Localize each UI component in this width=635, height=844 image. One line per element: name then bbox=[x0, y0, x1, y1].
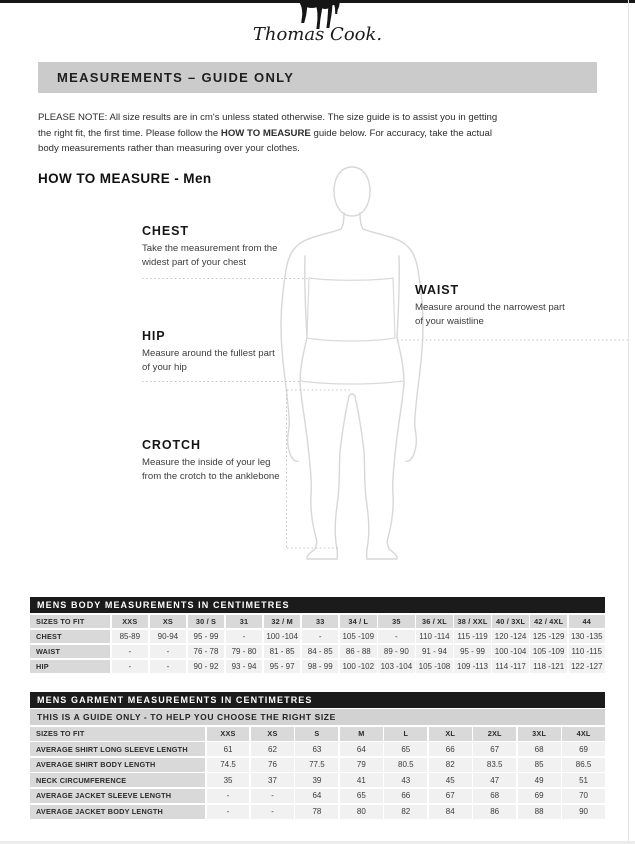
chest-description: Take the measurement from the widest part of your chest bbox=[142, 243, 278, 268]
size-column-header: XS bbox=[251, 727, 294, 741]
cell-value: 86 bbox=[473, 805, 516, 819]
hip-section bbox=[142, 329, 278, 374]
cell-value: 77.5 bbox=[295, 758, 338, 772]
size-column-header: XS bbox=[150, 615, 186, 629]
body-table-grid bbox=[30, 615, 605, 674]
cell-value: - bbox=[207, 789, 250, 803]
cell-value: 80.5 bbox=[384, 758, 427, 772]
row-label: NECK CIRCUMFERENCE bbox=[30, 773, 205, 787]
crotch-description: Measure the inside of your leg from the crotch to the anklebone bbox=[142, 457, 280, 482]
cell-value: 85-89 bbox=[112, 630, 148, 644]
cell-value: 65 bbox=[340, 789, 383, 803]
cell-value: 64 bbox=[340, 742, 383, 756]
crotch-label: CROTCH bbox=[142, 438, 201, 452]
row-label: AVERAGE JACKET BODY LENGTH bbox=[30, 805, 205, 819]
note-line: PLEASE NOTE: All size results are in cm's unless stated otherwise. The size guide is to assist you in getting bbox=[38, 112, 498, 123]
cell-value: 100 -104 bbox=[264, 630, 300, 644]
cell-value: 39 bbox=[295, 773, 338, 787]
cell-value: 105 -109 bbox=[530, 645, 566, 659]
cell-value: 74.5 bbox=[207, 758, 250, 772]
chest-label: CHEST bbox=[142, 224, 189, 238]
cell-value: 67 bbox=[429, 789, 472, 803]
cell-value: - bbox=[207, 805, 250, 819]
size-column-header: 32 / M bbox=[264, 615, 300, 629]
cell-value: 130 -135 bbox=[569, 630, 605, 644]
hip-description: Measure around the fullest part of your hip bbox=[142, 348, 275, 373]
mens-garment-measurements-table bbox=[30, 692, 605, 819]
size-column-header: 33 bbox=[302, 615, 338, 629]
sizes-to-fit-header: SIZES TO FIT bbox=[30, 727, 205, 741]
size-column-header: XXS bbox=[207, 727, 250, 741]
cell-value: 84 - 85 bbox=[302, 645, 338, 659]
cell-value: - bbox=[378, 630, 414, 644]
cell-value: 66 bbox=[384, 789, 427, 803]
note-line: body measurements rather than measuring over your clothes. bbox=[38, 143, 300, 154]
row-label: CHEST bbox=[30, 630, 110, 644]
cell-value: 45 bbox=[429, 773, 472, 787]
cell-value: 63 bbox=[295, 742, 338, 756]
cell-value: 49 bbox=[518, 773, 561, 787]
cell-value: 62 bbox=[251, 742, 294, 756]
cell-value: 51 bbox=[562, 773, 605, 787]
sizes-to-fit-header: SIZES TO FIT bbox=[30, 615, 110, 629]
cell-value: 79 - 80 bbox=[226, 645, 262, 659]
cell-value: 81 - 85 bbox=[264, 645, 300, 659]
cell-value: 95 - 97 bbox=[264, 660, 300, 674]
cell-value: - bbox=[112, 660, 148, 674]
cell-value: 91 - 94 bbox=[416, 645, 452, 659]
cell-value: 76 - 78 bbox=[188, 645, 224, 659]
size-column-header: XL bbox=[429, 727, 472, 741]
crotch-section bbox=[142, 438, 288, 483]
cell-value: 90 - 92 bbox=[188, 660, 224, 674]
row-label: AVERAGE SHIRT LONG SLEEVE LENGTH bbox=[30, 742, 205, 756]
cell-value: 43 bbox=[384, 773, 427, 787]
cell-value: - bbox=[150, 645, 186, 659]
cell-value: 86 - 88 bbox=[340, 645, 376, 659]
how-to-measure-heading: HOW TO MEASURE - Men bbox=[38, 171, 212, 186]
cell-value: 103 -104 bbox=[378, 660, 414, 674]
cell-value: 95 - 99 bbox=[454, 645, 490, 659]
page-title: MEASUREMENTS – GUIDE ONLY bbox=[57, 70, 295, 85]
body-table-title: MENS BODY MEASUREMENTS IN CENTIMETRES bbox=[30, 597, 605, 613]
page-title-bar bbox=[38, 62, 597, 93]
cell-value: 125 -129 bbox=[530, 630, 566, 644]
how-to-measure-inline-bold: HOW TO MEASURE bbox=[220, 127, 311, 139]
size-column-header: 3XL bbox=[518, 727, 561, 741]
cell-value: 95 - 99 bbox=[188, 630, 224, 644]
waist-section bbox=[415, 283, 575, 328]
cell-value: 83.5 bbox=[473, 758, 516, 772]
size-column-header: 30 / S bbox=[188, 615, 224, 629]
cell-value: 69 bbox=[562, 742, 605, 756]
cell-value: 67 bbox=[473, 742, 516, 756]
cell-value: 65 bbox=[384, 742, 427, 756]
note-line: the right fit, the first time. Please follow the HOW TO MEASURE guide below. For accuracy, take the actual bbox=[38, 127, 492, 139]
row-label: AVERAGE JACKET SLEEVE LENGTH bbox=[30, 789, 205, 803]
cell-value: 89 - 90 bbox=[378, 645, 414, 659]
row-label: WAIST bbox=[30, 645, 110, 659]
size-column-header: S bbox=[295, 727, 338, 741]
brand-logo-text: Thomas Cook. bbox=[252, 24, 383, 45]
size-column-header: 4XL bbox=[562, 727, 605, 741]
cell-value: 100 -104 bbox=[492, 645, 528, 659]
page-right-border bbox=[628, 0, 629, 844]
cell-value: 88 bbox=[518, 805, 561, 819]
cell-value: 100 -102 bbox=[340, 660, 376, 674]
cell-value: 78 bbox=[295, 805, 338, 819]
row-label: HIP bbox=[30, 660, 110, 674]
size-column-header: XXS bbox=[112, 615, 148, 629]
cell-value: 118 -121 bbox=[530, 660, 566, 674]
cell-value: 68 bbox=[518, 742, 561, 756]
cell-value: 37 bbox=[251, 773, 294, 787]
cell-value: 70 bbox=[562, 789, 605, 803]
size-column-header: 2XL bbox=[473, 727, 516, 741]
garment-table-grid bbox=[30, 727, 605, 819]
cell-value: 110 -114 bbox=[416, 630, 452, 644]
cell-value: 85 bbox=[518, 758, 561, 772]
cell-value: 98 - 99 bbox=[302, 660, 338, 674]
cell-value: 90 bbox=[562, 805, 605, 819]
cell-value: 105 -108 bbox=[416, 660, 452, 674]
garment-table-subtitle: THIS IS A GUIDE ONLY - TO HELP YOU CHOOSE THE RIGHT SIZE bbox=[30, 709, 605, 725]
cell-value: 90-94 bbox=[150, 630, 186, 644]
cell-value: 47 bbox=[473, 773, 516, 787]
size-column-header: 40 / 3XL bbox=[492, 615, 528, 629]
cell-value: 69 bbox=[518, 789, 561, 803]
size-column-header: 44 bbox=[569, 615, 605, 629]
cell-value: 120 -124 bbox=[492, 630, 528, 644]
cell-value: 105 -109 bbox=[340, 630, 376, 644]
cell-value: 82 bbox=[429, 758, 472, 772]
cell-value: 64 bbox=[295, 789, 338, 803]
cell-value: 86.5 bbox=[562, 758, 605, 772]
size-column-header: M bbox=[340, 727, 383, 741]
cell-value: - bbox=[150, 660, 186, 674]
cell-value: 41 bbox=[340, 773, 383, 787]
garment-table-title: MENS GARMENT MEASUREMENTS IN CENTIMETRES bbox=[30, 692, 605, 708]
row-label: AVERAGE SHIRT BODY LENGTH bbox=[30, 758, 205, 772]
cell-value: 66 bbox=[429, 742, 472, 756]
waist-description: Measure around the narrowest part of your waistline bbox=[415, 302, 565, 327]
waist-label: WAIST bbox=[415, 283, 460, 297]
cell-value: 79 bbox=[340, 758, 383, 772]
mens-body-measurements-table bbox=[30, 597, 605, 673]
cell-value: - bbox=[226, 630, 262, 644]
size-column-header: 42 / 4XL bbox=[530, 615, 566, 629]
cell-value: - bbox=[251, 789, 294, 803]
cell-value: 68 bbox=[473, 789, 516, 803]
cell-value: 84 bbox=[429, 805, 472, 819]
cell-value: 82 bbox=[384, 805, 427, 819]
size-column-header: 35 bbox=[378, 615, 414, 629]
cell-value: 35 bbox=[207, 773, 250, 787]
cell-value: - bbox=[251, 805, 294, 819]
size-column-header: 31 bbox=[226, 615, 262, 629]
cell-value: 61 bbox=[207, 742, 250, 756]
hip-label: HIP bbox=[142, 329, 166, 343]
chest-section bbox=[142, 224, 304, 269]
cell-value: 93 - 94 bbox=[226, 660, 262, 674]
cell-value: 115 -119 bbox=[454, 630, 490, 644]
cell-value: 114 -117 bbox=[492, 660, 528, 674]
size-column-header: L bbox=[384, 727, 427, 741]
cell-value: - bbox=[112, 645, 148, 659]
cell-value: 80 bbox=[340, 805, 383, 819]
size-column-header: 34 / L bbox=[340, 615, 376, 629]
cell-value: 76 bbox=[251, 758, 294, 772]
size-column-header: 38 / XXL bbox=[454, 615, 490, 629]
cell-value: 122 -127 bbox=[569, 660, 605, 674]
size-column-header: 36 / XL bbox=[416, 615, 452, 629]
cell-value: 110 -115 bbox=[569, 645, 605, 659]
cell-value: 109 -113 bbox=[454, 660, 490, 674]
cell-value: - bbox=[302, 630, 338, 644]
please-note-paragraph bbox=[38, 110, 583, 157]
